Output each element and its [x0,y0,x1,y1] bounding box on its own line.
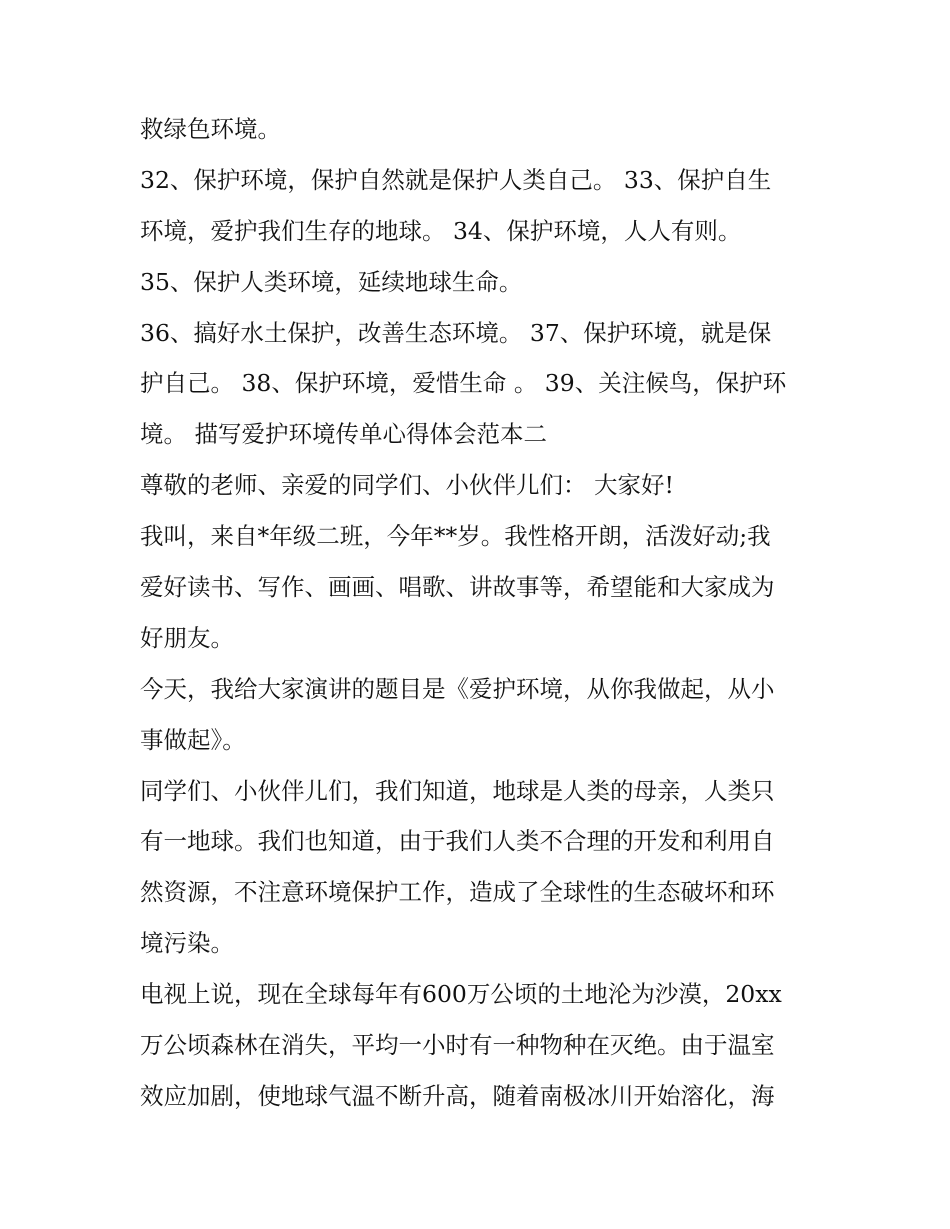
text-line-11: 好朋友。 [140,623,234,652]
text-line-18: 电视上说，现在全球每年有600万公顷的土地沦为沙漠，20xx [140,980,782,1009]
text-line-13: 事做起》。 [140,725,246,754]
text-line-19: 万公顷森林在消失，平均一小时有一种物种在灭绝。由于温室 [140,1031,775,1060]
text-line-3: 环境，爱护我们生存的地球。 34、保护环境，人人有则。 [140,216,742,245]
text-line-8: 尊敬的老师、亲爱的同学们、小伙伴儿们： 大家好! [140,471,674,500]
text-line-6: 护自己。 38、保护环境，爱惜生命 。 39、关注候鸟，保护环 [140,369,787,398]
text-line-17: 境污染。 [140,929,234,958]
text-line-14: 同学们、小伙伴儿们，我们知道，地球是人类的母亲，人类只 [140,776,775,805]
text-line-10: 爱好读书、写作、画画、唱歌、讲故事等，希望能和大家成为 [140,573,775,602]
text-line-16: 然资源，不注意环境保护工作，造成了全球性的生态破坏和环 [140,878,775,907]
text-line-12: 今天，我给大家演讲的题目是《爱护环境，从你我做起，从小 [140,674,775,703]
text-line-4: 35、保护人类环境，延续地球生命。 [140,267,523,296]
text-line-5: 36、搞好水土保护，改善生态环境。 37、保护环境，就是保 [140,318,772,347]
text-line-9: 我叫，来自*年级二班，今年**岁。我性格开朗，活泼好动;我 [140,522,771,551]
text-line-2: 32、保护环境，保护自然就是保护人类自己。 33、保护自生 [140,165,772,194]
text-line-15: 有一地球。我们也知道，由于我们人类不合理的开发和利用自 [140,827,775,856]
document-body [140,104,812,1122]
text-line-20: 效应加剧，使地球气温不断升高，随着南极冰川开始溶化，海 [140,1081,775,1110]
text-line-7: 境。 描写爱护环境传单心得体会范本二 [140,420,547,449]
text-line-1: 救绿色环境。 [140,115,281,143]
